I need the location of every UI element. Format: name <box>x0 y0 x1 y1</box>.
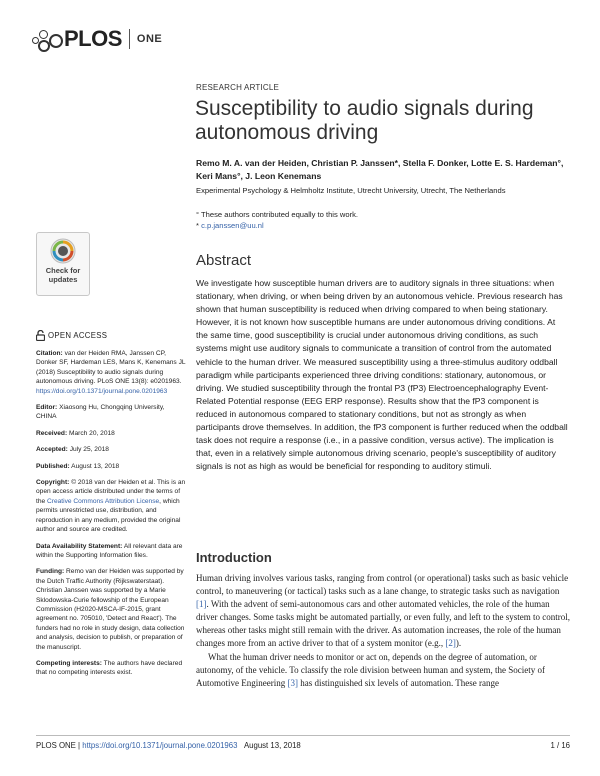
intro-paragraph-2: What the human driver needs to monitor or act on, depends on the degree of automation, or autonomy, of the vehicle. To classify the role division between human and system, the Society of Automotive Engineering [3] has distinguished six levels of automation. These range <box>196 651 546 688</box>
affiliation: Experimental Psychology & Helmholtz Institute, Utrecht University, Utrecht, The Netherlands <box>196 186 506 195</box>
check-updates-icon <box>50 238 76 264</box>
abstract-heading: Abstract <box>196 252 252 269</box>
published-block: Published: August 13, 2018 <box>36 462 120 470</box>
article-type: RESEARCH ARTICLE <box>196 83 280 92</box>
introduction-heading: Introduction <box>196 550 272 565</box>
license-link[interactable]: Creative Commons Attribution License <box>47 497 160 505</box>
competing-interests-block: Competing interests: The authors have declared that no competing interests exist. <box>36 659 183 677</box>
page-footer <box>36 735 570 750</box>
check-for-updates-button[interactable] <box>36 232 90 296</box>
data-availability-block: Data Availability Statement: All relevant data are within the Supporting Information files. <box>36 542 183 559</box>
intro-paragraph-1: Human driving involves various tasks, ranging from control (or operational) tasks such as basic vehicle control, to maneuvering (or tactical) tasks such as a lane change, to strategic tasks such as navigation [1]. With the advent of semi-autonomous cars and other automated vehicles, the role of the human driver changes. Some tasks might be automated partially, or even fully, and left to the system to control, whereas other tasks might still remain with the driver. As automation increases, the role of the human changes more from an active driver to that of a system monitor (e.g., [2]). <box>196 573 570 649</box>
corresponding-email-link[interactable]: c.p.janssen@uu.nl <box>201 221 264 230</box>
editor-block: Editor: Xiaosong Hu, Chongqing University, CHINA <box>36 404 165 421</box>
logo-plos-text: PLOS <box>64 26 122 51</box>
plos-one-logo[interactable] <box>32 26 162 52</box>
citation-ref-1-link[interactable]: [1] <box>196 599 207 610</box>
check-updates-label: Check for updates <box>45 266 81 284</box>
corresponding-note <box>196 220 358 231</box>
open-access-label: OPEN ACCESS <box>48 330 108 340</box>
author-list[interactable]: Remo M. A. van der Heiden, Christian P. Janssen*, Stella F. Donker, Lotte E. S. Hardeman°, Keri Mans°, J. Leon Kenemans <box>196 158 564 181</box>
citation-doi-link[interactable]: https://doi.org/10.1371/journal.pone.0201963 <box>36 387 168 395</box>
received-block: Received: March 20, 2018 <box>36 429 115 437</box>
abstract-text: We investigate how susceptible human drivers are to auditory signals in three situations: when stationary, when driving, or when being driven by an autonomous vehicle. Previous research has shown that human susceptibility is reduced when driving compared to when being stationary. However, it is not known how susceptible humans are under autonomous driving conditions. At the same time, good susceptibility is crucial under autonomous driving conditions, as such systems might use auditory signals to communicate a transition of control from the automated vehicle to the human driver. We measured susceptibility using a three-stimulus auditory oddball paradigm while participants experienced three driving conditions: stationary, autonomous, or driving. We studied susceptibility through the frontal P3 (fP3) Electroencephalography Event-Related Potential response (EEG ERP response). Results show that the fP3 component is reduced in autonomous compared to stationary conditions, but not as strongly as when participants drove themselves. In addition, the fP3 component is further reduced when the oddball task does not require a response (i.e., in a passive condition, versus active). The implication is that, even in a relatively simple autonomous driving scenario, people's susceptibility of auditory signals is not as high as would be beneficial for responding to auditory stimuli. <box>196 278 568 472</box>
equal-contribution-note: ° These authors contributed equally to this work. <box>196 210 359 219</box>
introduction-body <box>196 572 570 690</box>
funding-block: Funding: Remo van der Heiden was supported by the Dutch Traffic Authority (Rijkswaterstaat). Christian Janssen was supported by a Marie Sklodowska-Curie fellowship of the European Commission (H2020-MSCA-IF-2015, grant agreement no. 705010, 'Detect and React'). The funders had no role in study design, data collection and analysis, decision to publish, or preparation of the manuscript. <box>36 568 185 651</box>
page-number: 1 / 16 <box>550 741 570 750</box>
accepted-block: Accepted: July 25, 2018 <box>36 446 109 454</box>
open-lock-icon <box>36 330 45 341</box>
author-notes <box>196 209 358 231</box>
copyright-block: Copyright: © 2018 van der Heiden et al. This is an open access article distributed under the terms of the Creative Commons Attribution License, which permits unrestricted use, distribution, and reproduction in any medium, provided the original author and source are credited. <box>36 479 186 534</box>
logo-divider <box>129 29 130 49</box>
footer-citation: PLOS ONE | https://doi.org/10.1371/journal.pone.0201963 August 13, 2018 <box>36 741 301 750</box>
article-info-sidebar <box>36 330 186 685</box>
footer-doi-link[interactable]: https://doi.org/10.1371/journal.pone.0201963 <box>82 741 238 750</box>
plos-dots-icon <box>32 28 62 50</box>
corresponding-marker: * <box>196 221 199 230</box>
citation-ref-2-link[interactable]: [2] <box>445 638 456 649</box>
footer-date: August 13, 2018 <box>243 741 301 750</box>
citation-block: Citation: van der Heiden RMA, Janssen CP, Donker SF, Hardeman LES, Mans K, Kenemans JL (2018) Susceptibility to audio signals during autonomous driving. PLoS ONE 13(8): e0201963. https://doi.org/10.1371/journal.pone.0201963 <box>36 350 186 395</box>
article-title: Susceptibility to audio signals during autonomous driving <box>195 97 534 144</box>
open-access-badge <box>36 330 186 341</box>
citation-ref-3-link[interactable]: [3] <box>287 677 298 688</box>
logo-journal-text: ONE <box>136 33 163 45</box>
